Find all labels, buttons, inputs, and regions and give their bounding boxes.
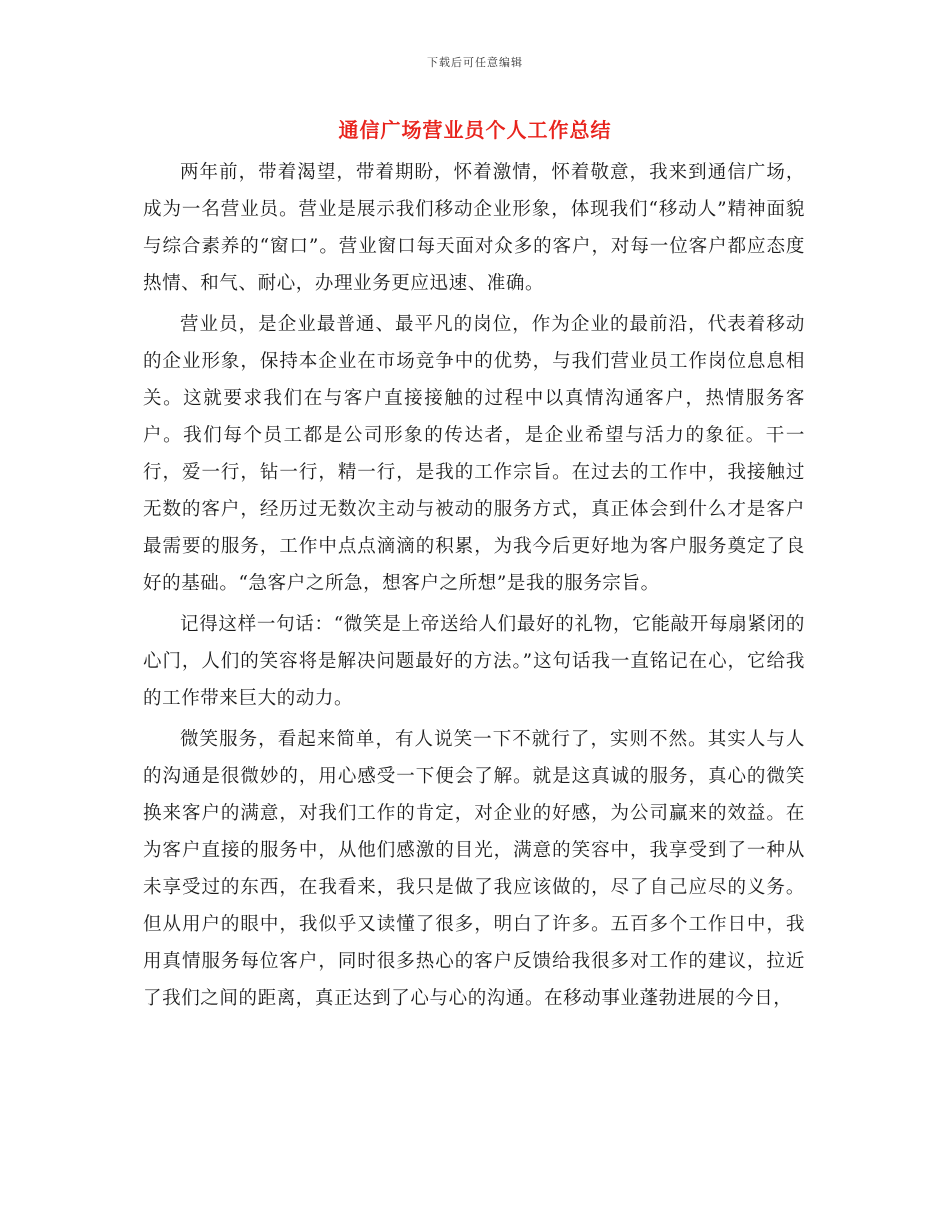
document-title: 通信广场营业员个人工作总结 [338, 118, 612, 142]
paragraph-4: 微笑服务，看起来简单，有人说笑一下不就行了，实则不然。其实人与人的沟通是很微妙的，用心感受一下便会了解。就是这真诚的服务，真心的微笑换来客户的满意，对我们工作的肯定，对企业的好感，为公司赢来的效益。在为客户直接的服务中，从他们感激的目光，满意的笑容中，我享受到了一种从未享受过的东西，在我看来，我只是做了我应该做的，尽了自己应尽的义务。但从用户的眼中，我似乎又读懂了很多，明白了许多。五百多个工作日中，我用真情服务每位客户，同时很多热心的客户反馈给我很多对工作的建议，拉近了我们之间的距离，真正达到了心与心的沟通。在移动事业蓬勃进展的今日， [143, 729, 805, 1009]
document-body [143, 154, 805, 1021]
paragraph-2: 营业员，是企业最普通、最平凡的岗位，作为企业的最前沿，代表着移动的企业形象，保持本企业在市场竞争中的优势，与我们营业员工作岗位息息相关。这就要求我们在与客户直接接触的过程中以真情沟通客户，热情服务客户。我们每个员工都是公司形象的传达者，是企业希望与活力的象征。干一行，爱一行，钻一行，精一行，是我的工作宗旨。在过去的工作中，我接触过无数的客户，经历过无数次主动与被动的服务方式，真正体会到什么才是客户最需要的服务，工作中点点滴滴的积累，为我今后更好地为客户服务奠定了良好的基础。“急客户之所急，想客户之所想”是我的服务宗旨。 [143, 314, 805, 594]
header-note: 下载后可任意编辑 [427, 56, 523, 69]
paragraph-1: 两年前，带着渴望，带着期盼，怀着激情，怀着敬意，我来到通信广场，成为一名营业员。营业是展示我们移动企业形象，体现我们“移动人”精神面貌与综合素养的“窗口”。营业窗口每天面对众多的客户，对每一位客户都应态度热情、和气、耐心，办理业务更应迅速、准确。 [143, 162, 805, 294]
paragraph-3: 记得这样一句话：“微笑是上帝送给人们最好的礼物，它能敲开每扇紧闭的心门，人们的笑容将是解决问题最好的方法。”这句话我一直铭记在心，它给我的工作带来巨大的动力。 [143, 614, 805, 709]
